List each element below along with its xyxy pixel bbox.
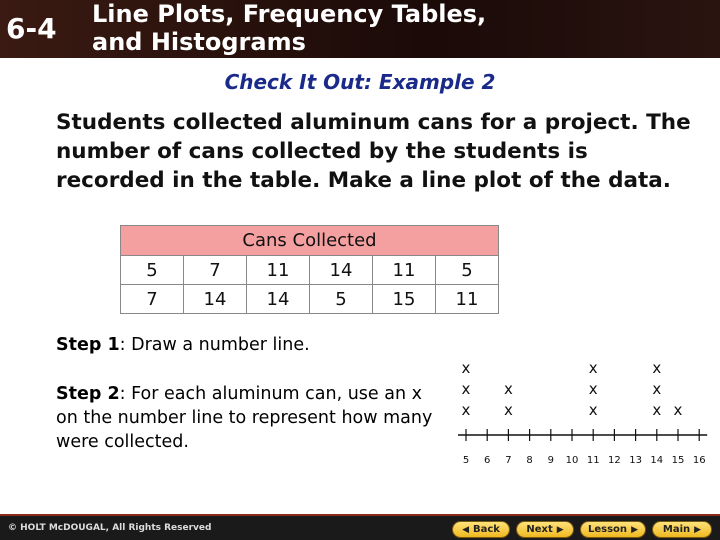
back-label: Back <box>472 524 500 535</box>
table-cell: 11 <box>436 285 499 314</box>
tick-label: 7 <box>505 455 512 466</box>
back-arrow-icon: ◀ <box>462 524 469 535</box>
back-button[interactable] <box>452 521 510 538</box>
table-header: Cans Collected <box>121 226 499 256</box>
plot-mark: x <box>652 380 662 398</box>
copyright-text: © HOLT McDOUGAL, All Rights Reserved <box>8 523 212 533</box>
cans-table <box>120 225 499 314</box>
table-cell: 5 <box>121 256 184 285</box>
lesson-title-line2: and Histograms <box>92 28 306 56</box>
step-2 <box>56 382 436 454</box>
table-cell: 14 <box>310 256 373 285</box>
plot-mark: x <box>503 401 513 419</box>
plot-mark: x <box>461 359 471 377</box>
tick-label: 16 <box>692 455 706 466</box>
plot-mark: x <box>652 359 662 377</box>
plot-mark: x <box>588 380 598 398</box>
problem-prompt: Students collected aluminum cans for a project. The number of cans collected by the students is recorded in the table. Make a line plot of the data. <box>56 110 691 193</box>
step-1-label: Step 1 <box>56 335 120 355</box>
table-cell: 11 <box>247 256 310 285</box>
tick-label: 12 <box>608 455 621 466</box>
tick-label: 6 <box>484 455 491 466</box>
tick-label: 11 <box>586 455 600 466</box>
plot-mark: x <box>461 401 471 419</box>
table-cell: 11 <box>373 256 436 285</box>
tick-label: 9 <box>547 455 554 466</box>
table-cell: 5 <box>436 256 499 285</box>
tick-label: 13 <box>629 455 642 466</box>
next-button[interactable] <box>516 521 574 538</box>
table-cell: 7 <box>121 285 184 314</box>
step-1 <box>56 335 310 355</box>
example-subtitle: Check It Out: Example 2 <box>224 70 496 94</box>
tick-label: 8 <box>526 455 533 466</box>
step-2-label: Step 2 <box>56 384 120 404</box>
main-button[interactable] <box>652 521 712 538</box>
next-label: Next <box>526 524 553 535</box>
line-plot <box>440 350 710 470</box>
lesson-label: Lesson <box>588 524 628 535</box>
step-1-text: : Draw a number line. <box>119 335 310 355</box>
lesson-title <box>92 0 486 56</box>
tick-label: 14 <box>650 455 664 466</box>
next-arrow-icon: ▶ <box>556 524 564 535</box>
lesson-button[interactable] <box>580 521 646 538</box>
plot-mark: x <box>503 380 513 398</box>
plot-mark: x <box>673 401 683 419</box>
main-label: Main <box>662 524 691 535</box>
tick-label: 5 <box>462 455 470 466</box>
table-cell: 7 <box>184 256 247 285</box>
table-cell: 14 <box>184 285 247 314</box>
table-cell: 14 <box>247 285 310 314</box>
tick-label: 15 <box>671 455 685 466</box>
footer-bar <box>0 514 720 540</box>
header-bar <box>0 0 720 58</box>
main-arrow-icon: ▶ <box>694 524 702 535</box>
lesson-title-line1: Line Plots, Frequency Tables, <box>92 0 487 28</box>
table-row <box>121 256 499 285</box>
plot-mark: x <box>461 380 471 398</box>
plot-mark: x <box>652 401 662 419</box>
table-cell: 5 <box>310 285 373 314</box>
table-cell: 15 <box>373 285 436 314</box>
lesson-number: 6-4 <box>6 12 57 45</box>
step-2-text: : For each aluminum can, use an x on the number line to represent how many were collected. <box>56 384 433 452</box>
table-row <box>121 285 499 314</box>
lesson-arrow-icon: ▶ <box>631 524 638 535</box>
tick-label: 10 <box>565 455 579 466</box>
plot-mark: x <box>588 401 598 419</box>
plot-mark: x <box>588 359 598 377</box>
